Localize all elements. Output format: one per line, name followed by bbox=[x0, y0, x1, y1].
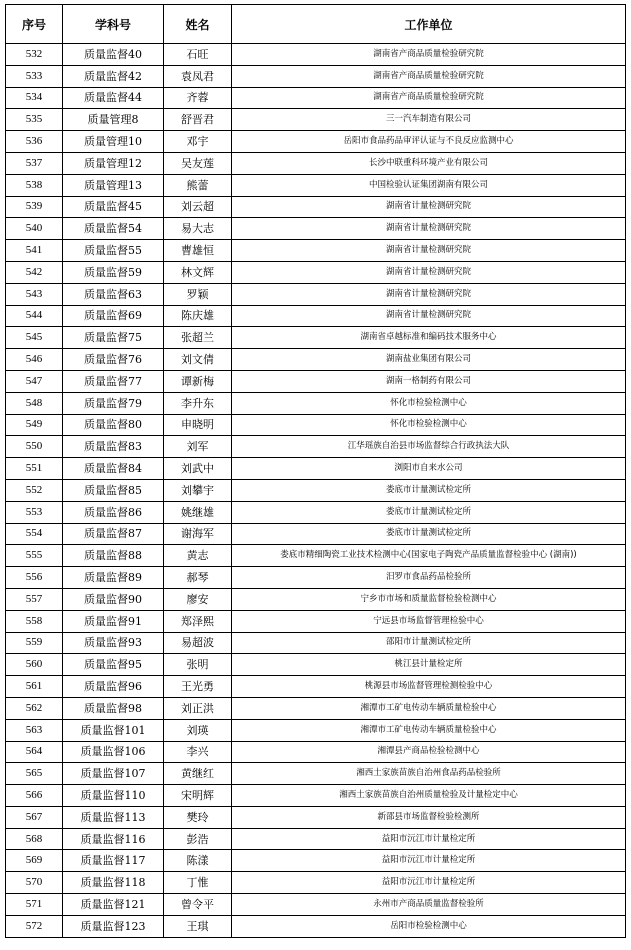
table-row bbox=[6, 676, 626, 698]
row-unit: 湖南一格制药有限公司 bbox=[232, 370, 626, 392]
row-subject: 质量监督113 bbox=[63, 806, 164, 828]
row-subject: 质量监督75 bbox=[63, 327, 164, 349]
table-row bbox=[6, 240, 626, 262]
table-row bbox=[6, 174, 626, 196]
row-unit: 湖南省计量检测研究院 bbox=[232, 283, 626, 305]
row-name: 刘文倩 bbox=[164, 349, 232, 371]
row-name: 李升东 bbox=[164, 392, 232, 414]
row-unit: 湖南省产商品质量检验研究院 bbox=[232, 65, 626, 87]
row-name: 林文辉 bbox=[164, 261, 232, 283]
row-index: 543 bbox=[6, 283, 63, 305]
row-unit: 桃源县市场监督管理检测检验中心 bbox=[232, 676, 626, 698]
header-unit: 工作单位 bbox=[232, 5, 626, 44]
row-name: 石旺 bbox=[164, 44, 232, 66]
table-row bbox=[6, 109, 626, 131]
row-subject: 质量监督77 bbox=[63, 370, 164, 392]
row-unit: 湘潭市工矿电传动车辆质量检验中心 bbox=[232, 697, 626, 719]
row-unit: 益阳市沅江市计量检定所 bbox=[232, 872, 626, 894]
row-index: 568 bbox=[6, 828, 63, 850]
row-name: 易超波 bbox=[164, 632, 232, 654]
row-subject: 质量监督107 bbox=[63, 763, 164, 785]
row-index: 549 bbox=[6, 414, 63, 436]
row-unit: 桃江县计量检定所 bbox=[232, 654, 626, 676]
row-index: 560 bbox=[6, 654, 63, 676]
row-name: 黄继红 bbox=[164, 763, 232, 785]
row-name: 刘瑛 bbox=[164, 719, 232, 741]
table-row bbox=[6, 87, 626, 109]
header-name: 姓名 bbox=[164, 5, 232, 44]
table-header bbox=[6, 5, 626, 44]
row-name: 谭新梅 bbox=[164, 370, 232, 392]
row-index: 532 bbox=[6, 44, 63, 66]
table-row bbox=[6, 349, 626, 371]
row-unit: 浏阳市自来水公司 bbox=[232, 458, 626, 480]
row-index: 554 bbox=[6, 523, 63, 545]
row-index: 565 bbox=[6, 763, 63, 785]
row-index: 558 bbox=[6, 610, 63, 632]
row-unit: 湖南省计量检测研究院 bbox=[232, 196, 626, 218]
row-index: 533 bbox=[6, 65, 63, 87]
row-subject: 质量管理10 bbox=[63, 131, 164, 153]
table-row bbox=[6, 632, 626, 654]
row-subject: 质量监督84 bbox=[63, 458, 164, 480]
row-subject: 质量监督40 bbox=[63, 44, 164, 66]
row-name: 申晓明 bbox=[164, 414, 232, 436]
row-unit: 宁乡市市场和质量监督检验检测中心 bbox=[232, 588, 626, 610]
table-row bbox=[6, 479, 626, 501]
row-unit: 益阳市沅江市计量检定所 bbox=[232, 850, 626, 872]
table-row bbox=[6, 392, 626, 414]
row-subject: 质量监督44 bbox=[63, 87, 164, 109]
row-index: 548 bbox=[6, 392, 63, 414]
row-name: 廖安 bbox=[164, 588, 232, 610]
row-subject: 质量监督89 bbox=[63, 567, 164, 589]
row-subject: 质量监督90 bbox=[63, 588, 164, 610]
row-name: 易大志 bbox=[164, 218, 232, 240]
row-subject: 质量监督80 bbox=[63, 414, 164, 436]
row-index: 569 bbox=[6, 850, 63, 872]
row-name: 王琪 bbox=[164, 915, 232, 937]
table-row bbox=[6, 65, 626, 87]
table-row bbox=[6, 152, 626, 174]
row-unit: 永州市产商品质量监督检验所 bbox=[232, 894, 626, 916]
table-row bbox=[6, 261, 626, 283]
row-index: 552 bbox=[6, 479, 63, 501]
roster-table bbox=[5, 4, 626, 938]
table-row bbox=[6, 283, 626, 305]
row-subject: 质量管理8 bbox=[63, 109, 164, 131]
table-row bbox=[6, 588, 626, 610]
table-row bbox=[6, 370, 626, 392]
row-unit: 岳阳市检验检测中心 bbox=[232, 915, 626, 937]
row-unit: 益阳市沅江市计量检定所 bbox=[232, 828, 626, 850]
row-subject: 质量监督79 bbox=[63, 392, 164, 414]
table-row bbox=[6, 567, 626, 589]
row-name: 刘云超 bbox=[164, 196, 232, 218]
row-name: 郝琴 bbox=[164, 567, 232, 589]
row-index: 559 bbox=[6, 632, 63, 654]
table-row bbox=[6, 501, 626, 523]
table-row bbox=[6, 719, 626, 741]
row-index: 547 bbox=[6, 370, 63, 392]
row-unit: 娄底市精细陶瓷工业技术检测中心(国家电子陶瓷产品质量监督检验中心 (湖南)) bbox=[232, 545, 626, 567]
row-subject: 质量监督45 bbox=[63, 196, 164, 218]
row-index: 550 bbox=[6, 436, 63, 458]
row-index: 563 bbox=[6, 719, 63, 741]
row-subject: 质量监督85 bbox=[63, 479, 164, 501]
row-index: 572 bbox=[6, 915, 63, 937]
row-unit: 湖南省产商品质量检验研究院 bbox=[232, 44, 626, 66]
table-row bbox=[6, 196, 626, 218]
row-index: 544 bbox=[6, 305, 63, 327]
row-index: 538 bbox=[6, 174, 63, 196]
row-name: 郑泽熙 bbox=[164, 610, 232, 632]
table-row bbox=[6, 610, 626, 632]
row-unit: 湘潭市工矿电传动车辆质量检验中心 bbox=[232, 719, 626, 741]
table-row bbox=[6, 828, 626, 850]
table-row bbox=[6, 872, 626, 894]
row-index: 551 bbox=[6, 458, 63, 480]
row-index: 564 bbox=[6, 741, 63, 763]
row-name: 姚继雄 bbox=[164, 501, 232, 523]
row-name: 曹雄恒 bbox=[164, 240, 232, 262]
row-subject: 质量监督116 bbox=[63, 828, 164, 850]
row-name: 曾令平 bbox=[164, 894, 232, 916]
table-row bbox=[6, 458, 626, 480]
row-unit: 长沙中联重科环境产业有限公司 bbox=[232, 152, 626, 174]
table-row bbox=[6, 654, 626, 676]
row-name: 樊玲 bbox=[164, 806, 232, 828]
row-index: 556 bbox=[6, 567, 63, 589]
row-subject: 质量监督69 bbox=[63, 305, 164, 327]
row-subject: 质量监督98 bbox=[63, 697, 164, 719]
table-body bbox=[6, 44, 626, 938]
header-row bbox=[6, 5, 626, 44]
row-name: 陈庆雄 bbox=[164, 305, 232, 327]
row-unit: 湖南省卓越标准和编码技术服务中心 bbox=[232, 327, 626, 349]
row-unit: 娄底市计量测试检定所 bbox=[232, 501, 626, 523]
row-name: 彭浩 bbox=[164, 828, 232, 850]
row-index: 534 bbox=[6, 87, 63, 109]
row-name: 陈漾 bbox=[164, 850, 232, 872]
row-subject: 质量监督54 bbox=[63, 218, 164, 240]
row-subject: 质量监督101 bbox=[63, 719, 164, 741]
row-subject: 质量管理13 bbox=[63, 174, 164, 196]
row-unit: 湖南省计量检测研究院 bbox=[232, 261, 626, 283]
row-name: 宋明辉 bbox=[164, 785, 232, 807]
row-subject: 质量监督95 bbox=[63, 654, 164, 676]
row-subject: 质量监督76 bbox=[63, 349, 164, 371]
row-unit: 湘西土家族苗族自治州食品药品检验所 bbox=[232, 763, 626, 785]
row-unit: 中国检验认证集团湖南有限公司 bbox=[232, 174, 626, 196]
row-index: 535 bbox=[6, 109, 63, 131]
table-row bbox=[6, 414, 626, 436]
row-subject: 质量监督117 bbox=[63, 850, 164, 872]
row-subject: 质量监督106 bbox=[63, 741, 164, 763]
header-subject: 学科号 bbox=[63, 5, 164, 44]
row-name: 刘军 bbox=[164, 436, 232, 458]
row-subject: 质量监督93 bbox=[63, 632, 164, 654]
table-row bbox=[6, 894, 626, 916]
row-index: 539 bbox=[6, 196, 63, 218]
row-unit: 湘潭县产商品检验检测中心 bbox=[232, 741, 626, 763]
row-subject: 质量监督123 bbox=[63, 915, 164, 937]
row-unit: 湖南省计量检测研究院 bbox=[232, 305, 626, 327]
table-row bbox=[6, 327, 626, 349]
table-row bbox=[6, 785, 626, 807]
row-name: 邓宇 bbox=[164, 131, 232, 153]
row-index: 566 bbox=[6, 785, 63, 807]
row-subject: 质量监督96 bbox=[63, 676, 164, 698]
table-row bbox=[6, 741, 626, 763]
row-index: 553 bbox=[6, 501, 63, 523]
row-index: 555 bbox=[6, 545, 63, 567]
row-name: 袁凤君 bbox=[164, 65, 232, 87]
row-unit: 湘西土家族苗族自治州质量检验及计量检定中心 bbox=[232, 785, 626, 807]
row-index: 545 bbox=[6, 327, 63, 349]
table-row bbox=[6, 218, 626, 240]
row-subject: 质量监督42 bbox=[63, 65, 164, 87]
row-name: 舒晋君 bbox=[164, 109, 232, 131]
table-row bbox=[6, 523, 626, 545]
row-index: 557 bbox=[6, 588, 63, 610]
header-index: 序号 bbox=[6, 5, 63, 44]
row-unit: 岳阳市食品药品审评认证与不良反应监测中心 bbox=[232, 131, 626, 153]
row-index: 567 bbox=[6, 806, 63, 828]
row-unit: 湖南省计量检测研究院 bbox=[232, 218, 626, 240]
table-row bbox=[6, 305, 626, 327]
row-unit: 怀化市检验检测中心 bbox=[232, 414, 626, 436]
row-subject: 质量监督91 bbox=[63, 610, 164, 632]
table-row bbox=[6, 545, 626, 567]
row-unit: 宁远县市场监督管理检验中心 bbox=[232, 610, 626, 632]
row-subject: 质量监督86 bbox=[63, 501, 164, 523]
row-name: 李兴 bbox=[164, 741, 232, 763]
table-row bbox=[6, 763, 626, 785]
table-row bbox=[6, 44, 626, 66]
row-unit: 湖南省计量检测研究院 bbox=[232, 240, 626, 262]
row-index: 571 bbox=[6, 894, 63, 916]
table-row bbox=[6, 697, 626, 719]
row-unit: 湖南省产商品质量检验研究院 bbox=[232, 87, 626, 109]
row-subject: 质量监督87 bbox=[63, 523, 164, 545]
row-index: 540 bbox=[6, 218, 63, 240]
table-row bbox=[6, 850, 626, 872]
row-subject: 质量监督118 bbox=[63, 872, 164, 894]
table-row bbox=[6, 915, 626, 937]
row-name: 王光勇 bbox=[164, 676, 232, 698]
row-name: 吴友莲 bbox=[164, 152, 232, 174]
row-index: 536 bbox=[6, 131, 63, 153]
row-subject: 质量监督83 bbox=[63, 436, 164, 458]
row-name: 刘攀宇 bbox=[164, 479, 232, 501]
row-unit: 湖南盐业集团有限公司 bbox=[232, 349, 626, 371]
row-subject: 质量监督59 bbox=[63, 261, 164, 283]
row-subject: 质量监督110 bbox=[63, 785, 164, 807]
table-row bbox=[6, 436, 626, 458]
row-unit: 汨罗市食品药品检验所 bbox=[232, 567, 626, 589]
row-subject: 质量监督88 bbox=[63, 545, 164, 567]
row-name: 熊蕾 bbox=[164, 174, 232, 196]
row-name: 谢海军 bbox=[164, 523, 232, 545]
row-index: 541 bbox=[6, 240, 63, 262]
row-unit: 邵阳市计量测试检定所 bbox=[232, 632, 626, 654]
row-name: 张明 bbox=[164, 654, 232, 676]
table-row bbox=[6, 806, 626, 828]
row-subject: 质量管理12 bbox=[63, 152, 164, 174]
row-index: 570 bbox=[6, 872, 63, 894]
table-row bbox=[6, 131, 626, 153]
row-index: 542 bbox=[6, 261, 63, 283]
row-index: 537 bbox=[6, 152, 63, 174]
row-index: 546 bbox=[6, 349, 63, 371]
row-unit: 三一汽车制造有限公司 bbox=[232, 109, 626, 131]
row-index: 562 bbox=[6, 697, 63, 719]
row-name: 齐蓉 bbox=[164, 87, 232, 109]
row-name: 罗颖 bbox=[164, 283, 232, 305]
row-subject: 质量监督121 bbox=[63, 894, 164, 916]
row-name: 黄志 bbox=[164, 545, 232, 567]
row-unit: 江华瑶族自治县市场监督综合行政执法大队 bbox=[232, 436, 626, 458]
row-unit: 娄底市计量测试检定所 bbox=[232, 479, 626, 501]
row-subject: 质量监督63 bbox=[63, 283, 164, 305]
row-unit: 娄底市计量测试检定所 bbox=[232, 523, 626, 545]
row-index: 561 bbox=[6, 676, 63, 698]
row-name: 刘武中 bbox=[164, 458, 232, 480]
row-name: 丁惟 bbox=[164, 872, 232, 894]
row-name: 刘正洪 bbox=[164, 697, 232, 719]
row-unit: 新邵县市场监督检验检测所 bbox=[232, 806, 626, 828]
row-subject: 质量监督55 bbox=[63, 240, 164, 262]
row-unit: 怀化市检验检测中心 bbox=[232, 392, 626, 414]
row-name: 张超兰 bbox=[164, 327, 232, 349]
